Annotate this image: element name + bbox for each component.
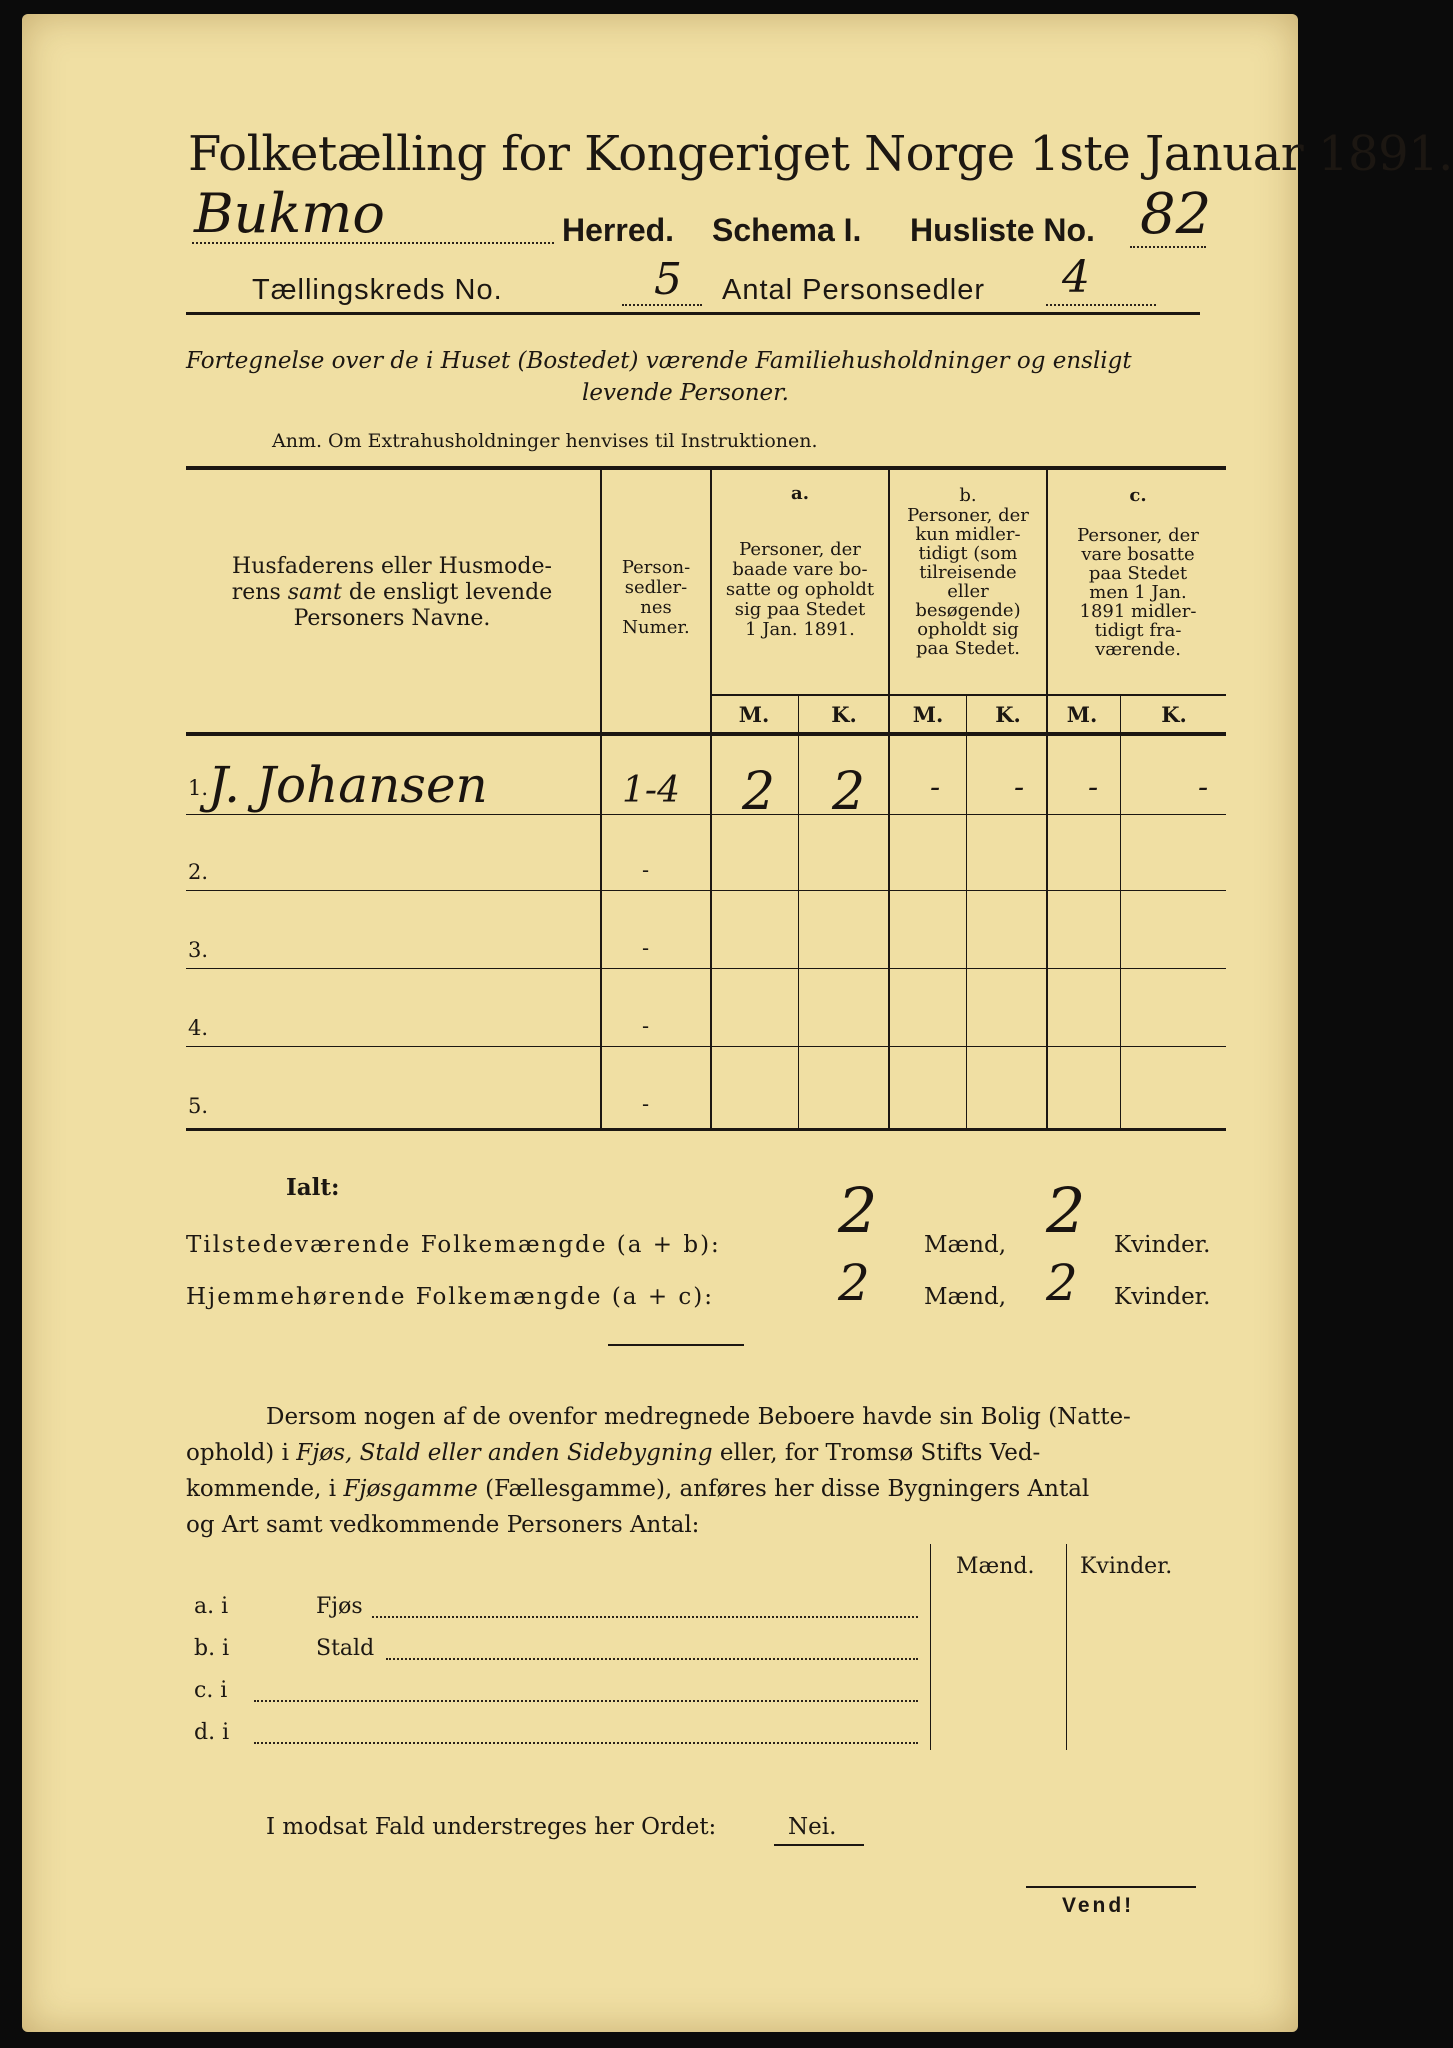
col-b-letter: b.: [959, 485, 977, 506]
modsat-text: I modsat Fald understreges her Ordet:: [266, 1814, 717, 1840]
hjemme-kvinder-value: 2: [1046, 1254, 1078, 1312]
row-b-m-1: -: [930, 770, 941, 805]
anm-note: Anm. Om Extrahusholdninger henvises til Instruktionen.: [272, 430, 818, 452]
tilstede-kvinder-label: Kvinder.: [1114, 1232, 1211, 1258]
row-range-3: -: [642, 936, 650, 960]
row-rule-3: [186, 968, 1226, 969]
nei-underline: [774, 1844, 864, 1846]
col-divider-4: [1046, 470, 1048, 1130]
antal-number: 4: [1062, 252, 1090, 303]
col-a-k-label: K.: [831, 702, 857, 727]
col-divider-a-mk: [798, 696, 799, 1130]
row-number-1: 1.: [188, 776, 209, 800]
row-number-4: 4.: [188, 1016, 209, 1040]
mk-top-rule: [712, 694, 1226, 696]
husliste-label: Husliste No.: [910, 212, 1095, 248]
row-rule-2: [186, 890, 1226, 891]
hjemme-kvinder-label: Kvinder.: [1114, 1284, 1211, 1310]
row-range-2: -: [642, 858, 650, 882]
table-top-rule: [186, 466, 1226, 470]
tilstede-kvinder-value: 2: [1046, 1174, 1086, 1247]
buildings-col-divider-2: [1066, 1544, 1067, 1750]
row-number-5: 5.: [188, 1094, 209, 1118]
tilstede-maend-value: 2: [838, 1174, 878, 1247]
kreds-number: 5: [654, 254, 682, 305]
vend-rule: [1026, 1886, 1196, 1888]
row-c-k-1: -: [1198, 770, 1209, 805]
building-row-a-dots: [372, 1616, 918, 1618]
building-row-d-dots: [254, 1742, 918, 1744]
row-a-k-1: 2: [832, 762, 866, 822]
ialt-label: Ialt:: [286, 1174, 340, 1201]
herred-dotted-line: [192, 242, 554, 244]
building-row-a-letter: a. i: [194, 1594, 229, 1619]
col-b-header: Personer, der kun midler- tidigt (som tilreisende eller besøgende) opholdt sig paa Stedet.: [907, 505, 1029, 659]
hjemme-maend-value: 2: [838, 1254, 870, 1312]
schema-label: Schema I.: [712, 212, 862, 248]
table-bottom-rule: [186, 1128, 1226, 1131]
buildings-para-line-1: Dersom nogen af de ovenfor medregnede Beboere havde sin Bolig (Natte-: [266, 1404, 1131, 1430]
antal-label: Antal Personsedler: [722, 274, 986, 306]
buildings-kvinder-header: Kvinder.: [1080, 1554, 1173, 1579]
row-c-m-1: -: [1088, 770, 1099, 805]
row-range-4: -: [642, 1014, 650, 1038]
nei-word: Nei.: [788, 1814, 837, 1840]
col-c-header: Personer, der vare bosatte paa Stedet men 1 Jan. 1891 midler- tidigt fra- værende.: [1077, 525, 1199, 660]
intro-line-1: Fortegnelse over de i Huset (Bostedet) værende Familiehusholdninger og ensligt: [186, 348, 1132, 374]
kreds-dotted-line: [622, 304, 702, 306]
intro-line-2: levende Personer.: [582, 380, 789, 406]
paper-sheet: [22, 14, 1453, 2032]
col-b-k-label: K.: [995, 702, 1021, 727]
buildings-para-line-4: og Art samt vedkommende Personers Antal:: [186, 1512, 700, 1538]
col-divider-b-mk: [966, 696, 967, 1130]
buildings-para-line-3: kommende, i Fjøsgamme (Fællesgamme), anføres her disse Bygningers Antal: [186, 1476, 1090, 1502]
table-header-bottom-rule: [186, 732, 1226, 736]
kreds-label: Tællingskreds No.: [252, 274, 503, 306]
col-c-k-label: K.: [1161, 702, 1187, 727]
row-range-5: -: [642, 1092, 650, 1116]
tilstede-label: Tilstedeværende Folkemængde (a + b):: [186, 1232, 721, 1258]
buildings-para-line-2: ophold) i Fjøs, Stald eller anden Sidebygning eller, for Tromsø Stifts Ved-: [186, 1440, 1041, 1466]
header-rule: [186, 312, 1200, 315]
buildings-col-divider-1: [930, 1544, 931, 1750]
hjemme-maend-label: Mænd,: [924, 1284, 1007, 1310]
building-row-a-label: Fjøs: [316, 1594, 363, 1619]
row-range-1: 1-4: [622, 770, 680, 811]
col-a-m-label: M.: [738, 702, 770, 727]
col-b-m-label: M.: [912, 702, 944, 727]
building-row-b-letter: b. i: [194, 1636, 230, 1661]
herred-handwritten: Bukmo: [194, 182, 385, 245]
col-divider-1: [600, 470, 602, 1130]
hjemme-label: Hjemmehørende Folkemængde (a + c):: [186, 1284, 714, 1310]
husliste-dotted-line: [1130, 246, 1206, 248]
herred-label: Herred.: [562, 212, 675, 248]
form-title: Folketælling for Kongeriget Norge 1ste Januar 1891.: [188, 126, 1453, 182]
building-row-b-dots: [386, 1658, 918, 1660]
row-number-2: 2.: [188, 860, 209, 884]
row-number-3: 3.: [188, 938, 209, 962]
row-rule-4: [186, 1046, 1226, 1047]
number-column-header: Person- sedler- nes Numer.: [621, 557, 691, 638]
building-row-c-letter: c. i: [194, 1678, 228, 1703]
tilstede-maend-label: Mænd,: [924, 1232, 1007, 1258]
antal-dotted-line: [1046, 304, 1156, 306]
row-b-k-1: -: [1014, 770, 1025, 805]
building-row-b-label: Stald: [316, 1636, 375, 1661]
col-a-letter: a.: [791, 483, 809, 504]
husliste-number: 82: [1140, 182, 1212, 247]
col-a-header: Personer, der baade vare bo- satte og opholdt sig paa Stedet 1 Jan. 1891.: [725, 539, 875, 640]
building-row-c-dots: [254, 1700, 918, 1702]
col-divider-3: [888, 470, 890, 1130]
col-c-letter: c.: [1129, 485, 1147, 506]
row-name-1: J. Johansen: [208, 756, 488, 814]
col-divider-c-mk: [1120, 696, 1121, 1130]
building-row-d-letter: d. i: [194, 1720, 230, 1745]
buildings-maend-header: Mænd.: [956, 1554, 1035, 1579]
totals-separator: [608, 1344, 744, 1346]
col-c-m-label: M.: [1066, 702, 1098, 727]
name-column-header: Husfaderens eller Husmode- rens samt de ensligt levende Personers Navne.: [231, 554, 553, 631]
vend-label: Vend!: [1062, 1894, 1135, 1917]
row-a-m-1: 2: [742, 762, 776, 822]
row-rule-1: [186, 814, 1226, 815]
col-divider-2: [710, 470, 712, 1130]
